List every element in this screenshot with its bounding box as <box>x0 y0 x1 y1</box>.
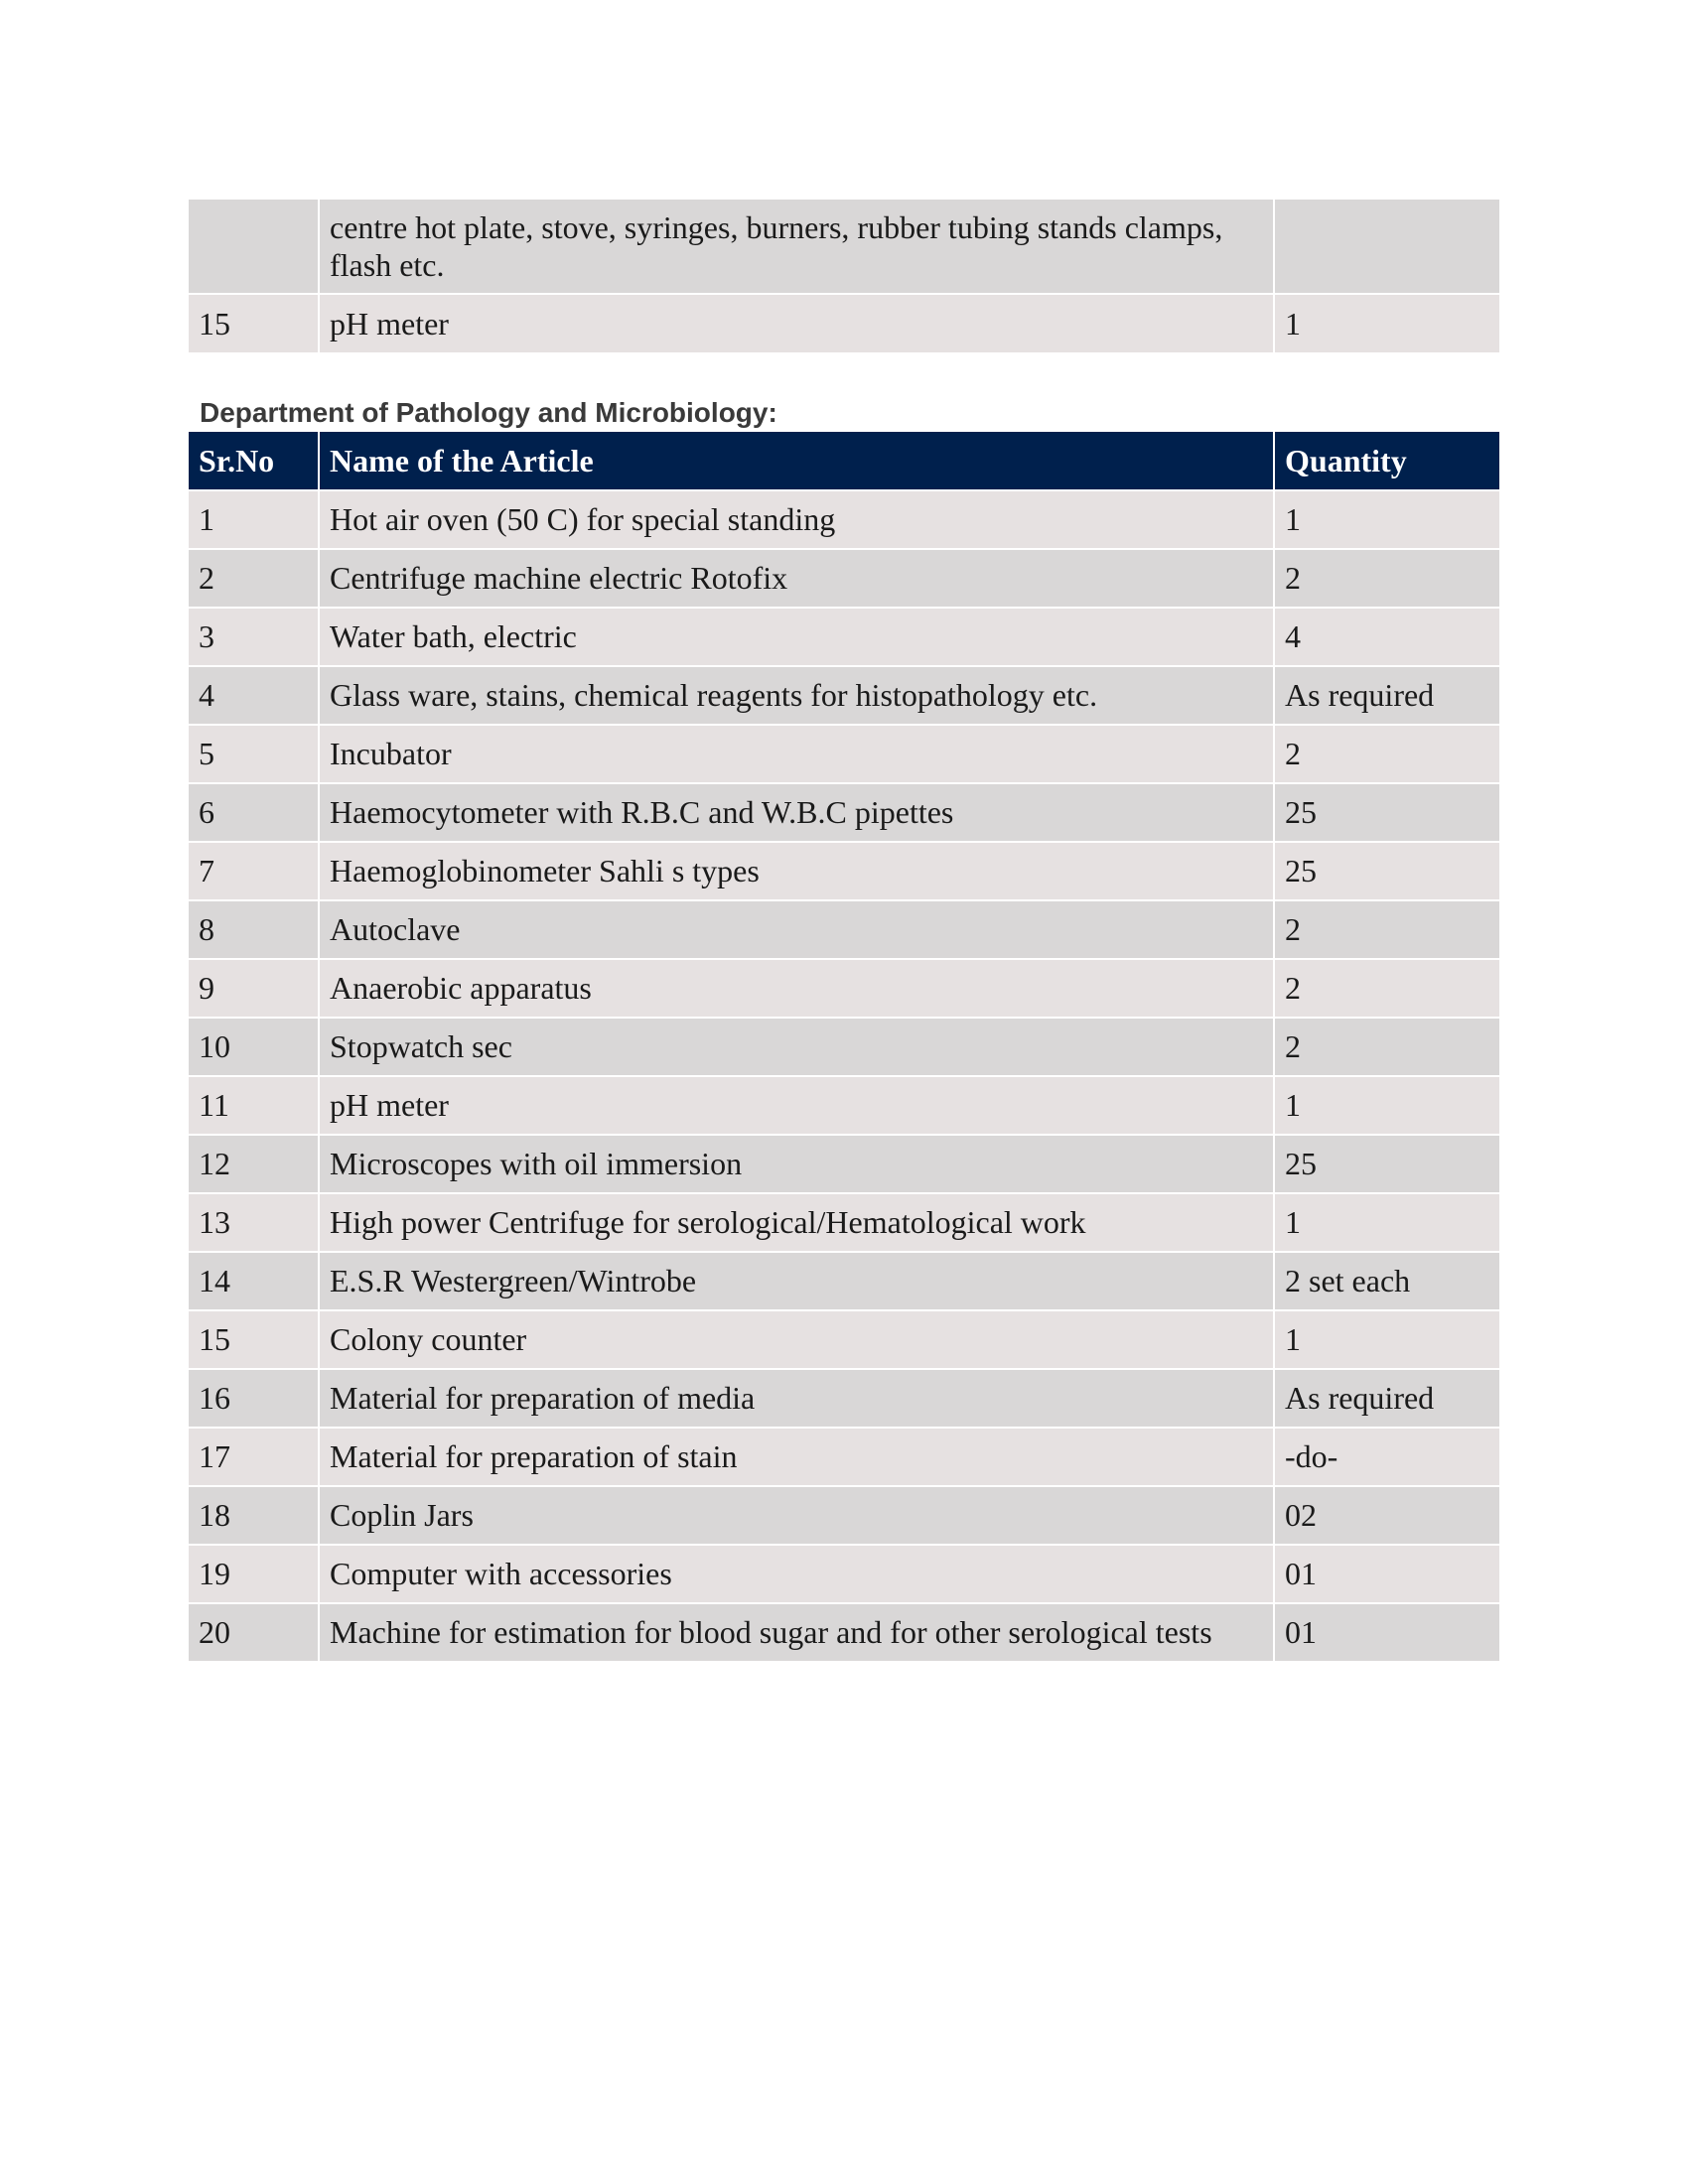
article-name-cell: Microscopes with oil immersion <box>320 1136 1273 1192</box>
quantity-cell: 25 <box>1275 1136 1499 1192</box>
quantity-cell: 2 <box>1275 1019 1499 1075</box>
sr-no-cell: 19 <box>189 1546 318 1602</box>
table-row <box>189 1546 1499 1602</box>
article-name-cell: pH meter <box>320 295 1273 352</box>
header-article-name: Name of the Article <box>320 432 1273 489</box>
table-row <box>189 1370 1499 1427</box>
article-name-cell: Incubator <box>320 726 1273 782</box>
table-row <box>189 200 1499 293</box>
table-row <box>189 1077 1499 1134</box>
table-row <box>189 901 1499 958</box>
sr-no-cell: 11 <box>189 1077 318 1134</box>
section-title: Department of Pathology and Microbiology: <box>200 397 777 428</box>
quantity-cell: 1 <box>1275 1194 1499 1251</box>
sr-no-cell: 2 <box>189 550 318 607</box>
table-row <box>189 1194 1499 1251</box>
article-name-cell: Haemocytometer with R.B.C and W.B.C pipettes <box>320 784 1273 841</box>
header-quantity: Quantity <box>1275 432 1499 489</box>
table-row <box>189 550 1499 607</box>
table-row <box>189 609 1499 665</box>
table-header-row <box>189 432 1499 489</box>
table-row <box>189 295 1499 352</box>
article-name-cell: Coplin Jars <box>320 1487 1273 1544</box>
sr-no-cell: 14 <box>189 1253 318 1309</box>
quantity-cell: 2 set each <box>1275 1253 1499 1309</box>
sr-no-cell: 6 <box>189 784 318 841</box>
table-row <box>189 491 1499 548</box>
table-row <box>189 1253 1499 1309</box>
table-row <box>189 1604 1499 1661</box>
quantity-cell: 1 <box>1275 491 1499 548</box>
article-name-cell: High power Centrifuge for serological/Hematological work <box>320 1194 1273 1251</box>
article-name-cell: Haemoglobinometer Sahli s types <box>320 843 1273 899</box>
table-row <box>189 1429 1499 1485</box>
article-name-cell: Stopwatch sec <box>320 1019 1273 1075</box>
quantity-cell: 4 <box>1275 609 1499 665</box>
sr-no-cell: 15 <box>189 295 318 352</box>
article-name-cell: Hot air oven (50 C) for special standing <box>320 491 1273 548</box>
quantity-cell: 25 <box>1275 784 1499 841</box>
sr-no-cell: 9 <box>189 960 318 1017</box>
sr-no-cell: 20 <box>189 1604 318 1661</box>
article-name-cell: E.S.R Westergreen/Wintrobe <box>320 1253 1273 1309</box>
quantity-cell: 02 <box>1275 1487 1499 1544</box>
quantity-cell: 2 <box>1275 901 1499 958</box>
sr-no-cell: 3 <box>189 609 318 665</box>
table-row <box>189 960 1499 1017</box>
pathology-equipment-table <box>187 430 1501 1663</box>
sr-no-cell: 16 <box>189 1370 318 1427</box>
quantity-cell: 25 <box>1275 843 1499 899</box>
quantity-cell: 2 <box>1275 550 1499 607</box>
table-row <box>189 784 1499 841</box>
quantity-cell: 1 <box>1275 1311 1499 1368</box>
table-row <box>189 843 1499 899</box>
sr-no-cell: 4 <box>189 667 318 724</box>
quantity-cell: 2 <box>1275 726 1499 782</box>
sr-no-cell: 12 <box>189 1136 318 1192</box>
quantity-cell: 1 <box>1275 295 1499 352</box>
quantity-cell: 01 <box>1275 1604 1499 1661</box>
quantity-cell: As required <box>1275 1370 1499 1427</box>
quantity-cell: As required <box>1275 667 1499 724</box>
sr-no-cell: 8 <box>189 901 318 958</box>
table-row <box>189 1136 1499 1192</box>
table-row <box>189 1487 1499 1544</box>
article-name-cell: Glass ware, stains, chemical reagents for histopathology etc. <box>320 667 1273 724</box>
table-row <box>189 726 1499 782</box>
sr-no-cell: 1 <box>189 491 318 548</box>
quantity-cell: 01 <box>1275 1546 1499 1602</box>
article-name-cell: centre hot plate, stove, syringes, burners, rubber tubing stands clamps, flash etc. <box>320 200 1273 293</box>
sr-no-cell: 10 <box>189 1019 318 1075</box>
sr-no-cell: 18 <box>189 1487 318 1544</box>
article-name-cell: Water bath, electric <box>320 609 1273 665</box>
article-name-cell: Machine for estimation for blood sugar and for other serological tests <box>320 1604 1273 1661</box>
sr-no-cell: 7 <box>189 843 318 899</box>
quantity-cell: 1 <box>1275 1077 1499 1134</box>
table-row <box>189 1019 1499 1075</box>
quantity-cell <box>1275 200 1499 293</box>
article-name-cell: Centrifuge machine electric Rotofix <box>320 550 1273 607</box>
article-name-cell: Material for preparation of media <box>320 1370 1273 1427</box>
sr-no-cell: 15 <box>189 1311 318 1368</box>
continued-equipment-table <box>187 198 1501 354</box>
sr-no-cell: 13 <box>189 1194 318 1251</box>
sr-no-cell: 17 <box>189 1429 318 1485</box>
table-row <box>189 1311 1499 1368</box>
quantity-cell: 2 <box>1275 960 1499 1017</box>
article-name-cell: Computer with accessories <box>320 1546 1273 1602</box>
sr-no-cell: 5 <box>189 726 318 782</box>
article-name-cell: Autoclave <box>320 901 1273 958</box>
table-row <box>189 667 1499 724</box>
article-name-cell: pH meter <box>320 1077 1273 1134</box>
quantity-cell: -do- <box>1275 1429 1499 1485</box>
header-sr-no: Sr.No <box>189 432 318 489</box>
article-name-cell: Material for preparation of stain <box>320 1429 1273 1485</box>
sr-no-cell <box>189 200 318 293</box>
article-name-cell: Anaerobic apparatus <box>320 960 1273 1017</box>
article-name-cell: Colony counter <box>320 1311 1273 1368</box>
